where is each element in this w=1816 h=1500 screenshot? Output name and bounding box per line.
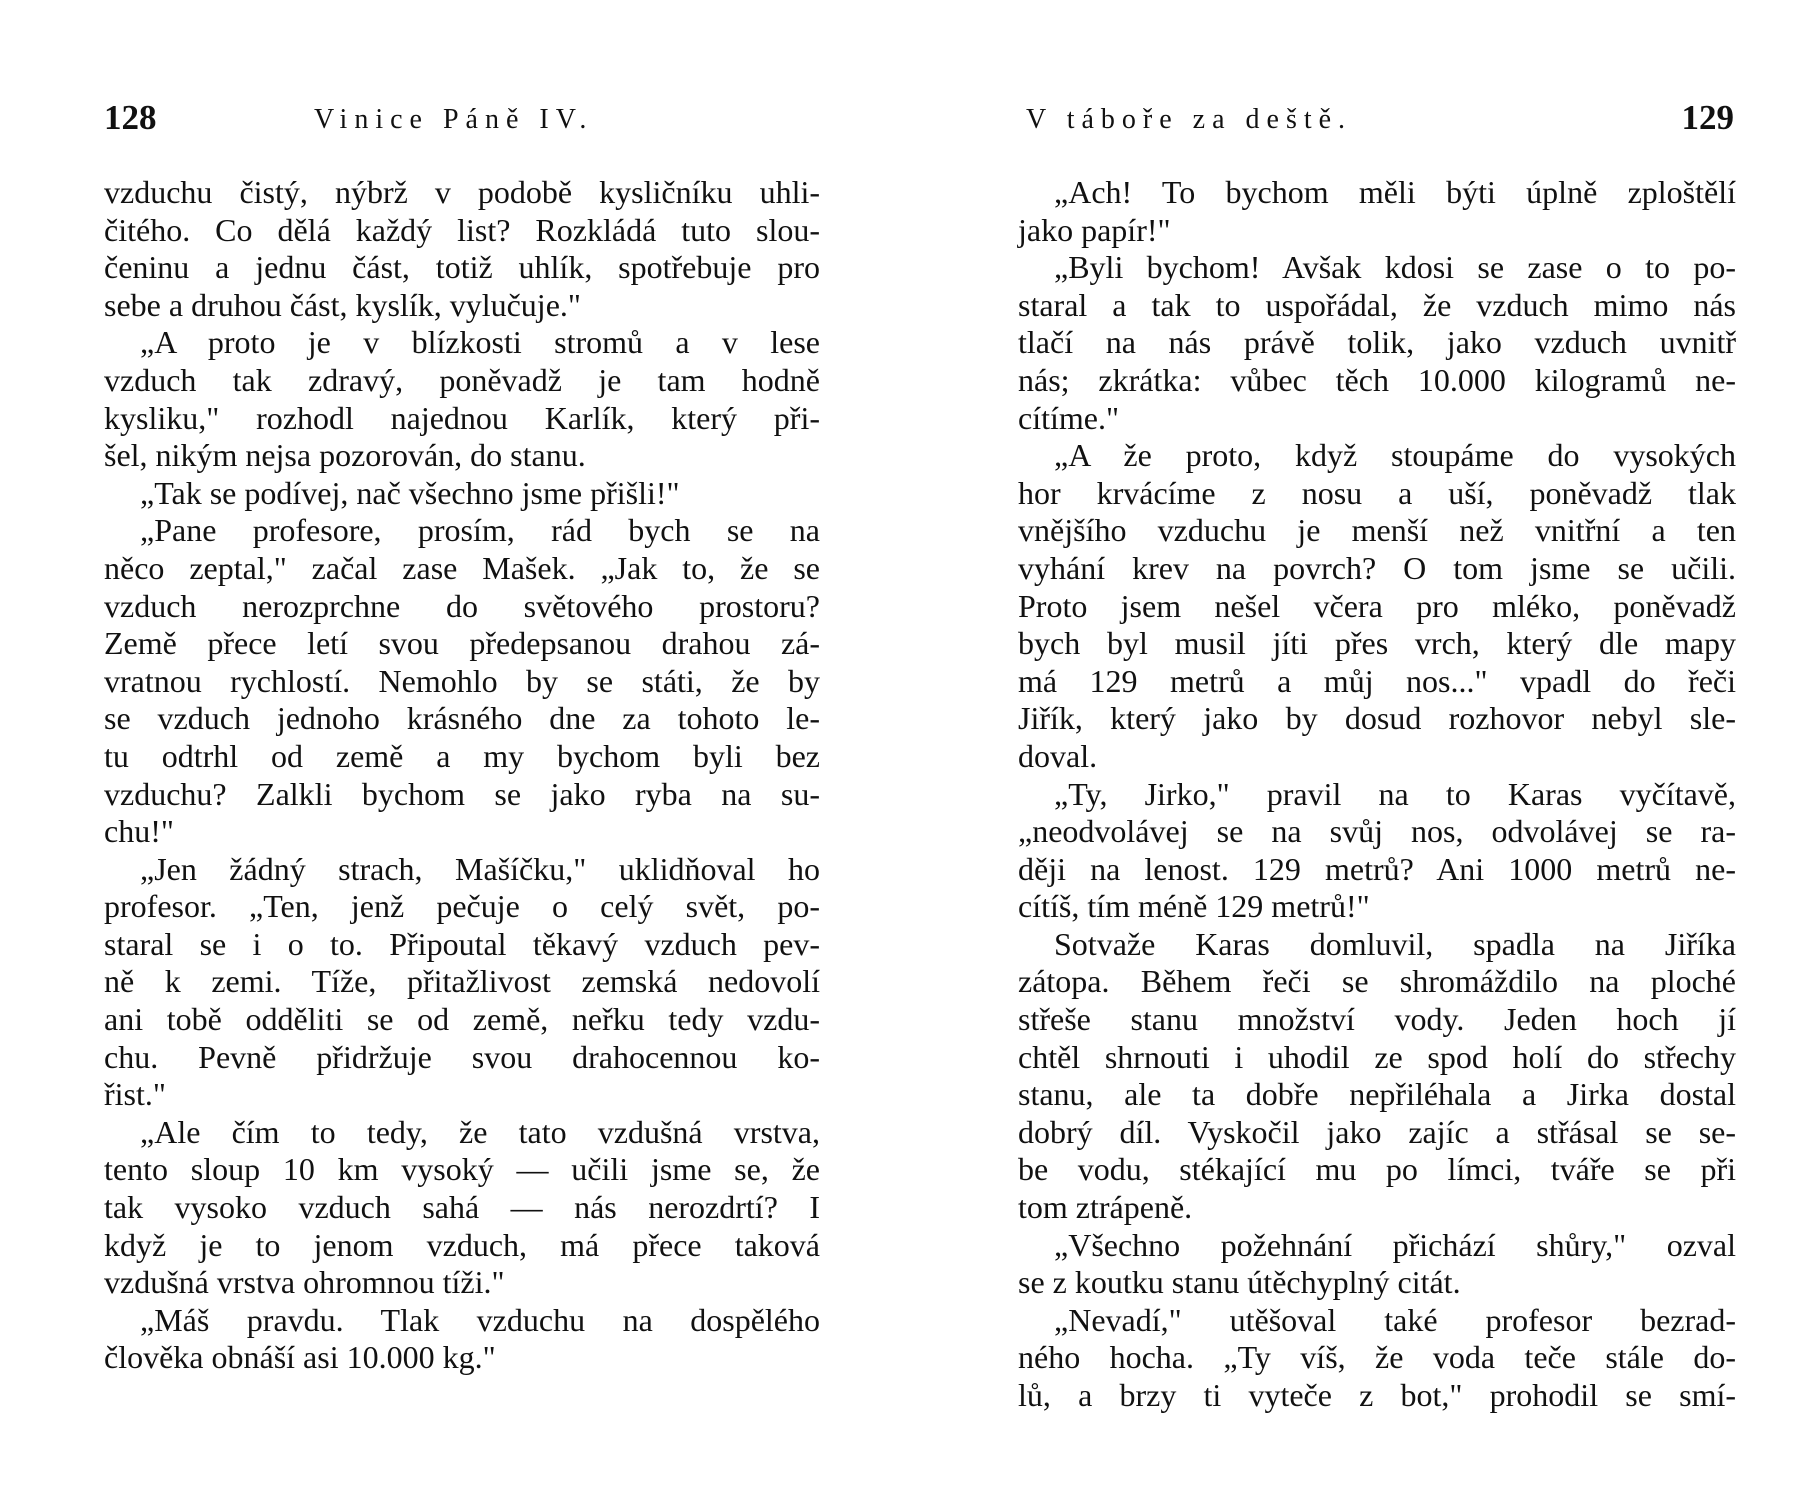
right-page bbox=[1018, 0, 1736, 1500]
text-line: Proto jsem nešel včera pro mléko, poněvadž bbox=[1018, 587, 1736, 624]
text-line: „Jen žádný strach, Mašíčku," uklidňoval ho bbox=[140, 850, 820, 887]
text-line: dobrý díl. Vyskočil jako zajíc a střásal se se- bbox=[1018, 1113, 1736, 1150]
text-line: „neodvolávej se na svůj nos, odvolávej se ra- bbox=[1018, 813, 1736, 850]
text-line: šel, nikým nejsa pozorován, do stanu. bbox=[104, 437, 586, 474]
text-line: tento sloup 10 km vysoký — učili jsme se, že bbox=[104, 1151, 820, 1188]
text-line: chu. Pevně přidržuje svou drahocennou ko- bbox=[104, 1038, 820, 1075]
text-line: chtěl shrnouti i uhodil ze spod holí do střechy bbox=[1018, 1038, 1736, 1075]
text-line: lů, a brzy ti vyteče z bot," prohodil se smí- bbox=[1018, 1377, 1736, 1413]
text-line: čitého. Co dělá každý list? Rozkládá tuto slou- bbox=[104, 211, 820, 248]
running-head bbox=[1018, 96, 1736, 144]
text-line: zátopa. Během řeči se shromáždilo na ploché bbox=[1018, 963, 1736, 1000]
text-line: bych byl musil jíti přes vrch, který dle mapy bbox=[1018, 625, 1736, 662]
text-line: „Ach! To bychom měli býti úplně zploštělí bbox=[1054, 174, 1736, 210]
text-line: vzduchu čistý, nýbrž v podobě kysličníku uhli- bbox=[104, 174, 820, 210]
text-line: cítíme." bbox=[1018, 399, 1120, 436]
text-line: jako papír!" bbox=[1018, 211, 1171, 248]
text-line: vzduch tak zdravý, poněvadž je tam hodně bbox=[104, 361, 820, 398]
text-line: „Všechno požehnání přichází shůry," ozval bbox=[1054, 1226, 1736, 1263]
text-line: ději na lenost. 129 metrů? Ani 1000 metrů ne- bbox=[1018, 850, 1736, 887]
text-line: staral a tak to uspořádal, že vzduch mimo nás bbox=[1018, 286, 1736, 323]
text-line: tom ztrápeně. bbox=[1018, 1189, 1193, 1226]
text-line: ani tobě odděliti se od země, neřku tedy vzdu- bbox=[104, 1001, 820, 1038]
running-head bbox=[104, 96, 820, 144]
text-line: vratnou rychlostí. Nemohlo by se státi, že by bbox=[104, 662, 820, 699]
text-line: cítíš, tím méně 129 metrů!" bbox=[1018, 888, 1370, 925]
page-body bbox=[104, 174, 820, 1377]
text-line: vzduch nerozprchne do světového prostoru? bbox=[104, 587, 820, 624]
running-title: Vinice Páně IV. bbox=[314, 104, 594, 135]
text-line: vnějšího vzduchu je menší než vnitřní a ten bbox=[1018, 512, 1736, 549]
text-line: vzdušná vrstva ohromnou tíži." bbox=[104, 1264, 505, 1301]
text-line: ně k zemi. Tíže, přitažlivost zemská nedovolí bbox=[104, 963, 820, 1000]
text-line: střeše stanu množství vody. Jeden hoch jí bbox=[1018, 1001, 1736, 1038]
text-line: sebe a druhou část, kyslík, vylučuje." bbox=[104, 286, 581, 323]
text-line: „Máš pravdu. Tlak vzduchu na dospělého bbox=[140, 1301, 820, 1338]
text-line: Jiřík, který jako by dosud rozhovor nebyl sle- bbox=[1018, 700, 1736, 737]
text-line: staral se i o to. Připoutal těkavý vzduch pev- bbox=[104, 925, 820, 962]
text-line: Země přece letí svou předepsanou drahou zá- bbox=[104, 625, 820, 662]
text-line: „Ty, Jirko," pravil na to Karas vyčítavě, bbox=[1054, 775, 1736, 812]
text-line: doval. bbox=[1018, 737, 1098, 774]
text-line: be vodu, stékající mu po límci, tváře se při bbox=[1018, 1151, 1736, 1188]
page-number: 128 bbox=[104, 98, 157, 137]
text-line: člověka obnáší asi 10.000 kg." bbox=[104, 1339, 496, 1376]
page-body bbox=[1018, 174, 1736, 1415]
text-line: tak vysoko vzduch sahá — nás nerozdrtí? I bbox=[104, 1189, 820, 1226]
text-line: profesor. „Ten, jenž pečuje o celý svět, po- bbox=[104, 888, 820, 925]
text-line: čeninu a jednu část, totiž uhlík, spotřebuje pro bbox=[104, 249, 820, 286]
running-title: V táboře za deště. bbox=[1026, 104, 1353, 135]
text-line: něco zeptal," začal zase Mašek. „Jak to, že se bbox=[104, 549, 820, 586]
left-page bbox=[104, 0, 820, 1500]
text-line: kysliku," rozhodl najednou Karlík, který při- bbox=[104, 399, 820, 436]
text-line: se z koutku stanu útěchyplný citát. bbox=[1018, 1264, 1461, 1301]
text-line: „Ale čím to tedy, že tato vzdušná vrstva, bbox=[140, 1113, 820, 1150]
text-line: se vzduch jednoho krásného dne za tohoto le- bbox=[104, 700, 820, 737]
text-line: chu!" bbox=[104, 813, 174, 850]
text-line: řist." bbox=[104, 1076, 166, 1113]
text-line: „Tak se podívej, nač všechno jsme přišli!" bbox=[140, 474, 680, 511]
text-line: vyhání krev na povrch? O tom jsme se učili. bbox=[1018, 549, 1736, 586]
text-line: tlačí na nás právě tolik, jako vzduch uvnitř bbox=[1018, 324, 1736, 361]
text-line: vzduchu? Zalkli bychom se jako ryba na su- bbox=[104, 775, 820, 812]
text-line: tu odtrhl od země a my bychom byli bez bbox=[104, 737, 820, 774]
text-line: „Byli bychom! Avšak kdosi se zase o to po- bbox=[1054, 249, 1736, 286]
text-line: „A že proto, když stoupáme do vysokých bbox=[1054, 437, 1736, 474]
text-line: „A proto je v blízkosti stromů a v lese bbox=[140, 324, 820, 361]
page-number: 129 bbox=[1681, 98, 1734, 137]
text-line: hor krvácíme z nosu a uší, poněvadž tlak bbox=[1018, 474, 1736, 511]
text-line: nás; zkrátka: vůbec těch 10.000 kilogramů ne- bbox=[1018, 361, 1736, 398]
text-line: ného hocha. „Ty víš, že voda teče stále do- bbox=[1018, 1339, 1736, 1376]
text-line: „Pane profesore, prosím, rád bych se na bbox=[140, 512, 820, 549]
text-line: má 129 metrů a můj nos..." vpadl do řeči bbox=[1018, 662, 1736, 699]
text-line: Sotvaže Karas domluvil, spadla na Jiříka bbox=[1054, 925, 1736, 962]
text-line: stanu, ale ta dobře nepřiléhala a Jirka dostal bbox=[1018, 1076, 1736, 1113]
text-line: když je to jenom vzduch, má přece taková bbox=[104, 1226, 820, 1263]
text-line: „Nevadí," utěšoval také profesor bezrad- bbox=[1054, 1301, 1736, 1338]
